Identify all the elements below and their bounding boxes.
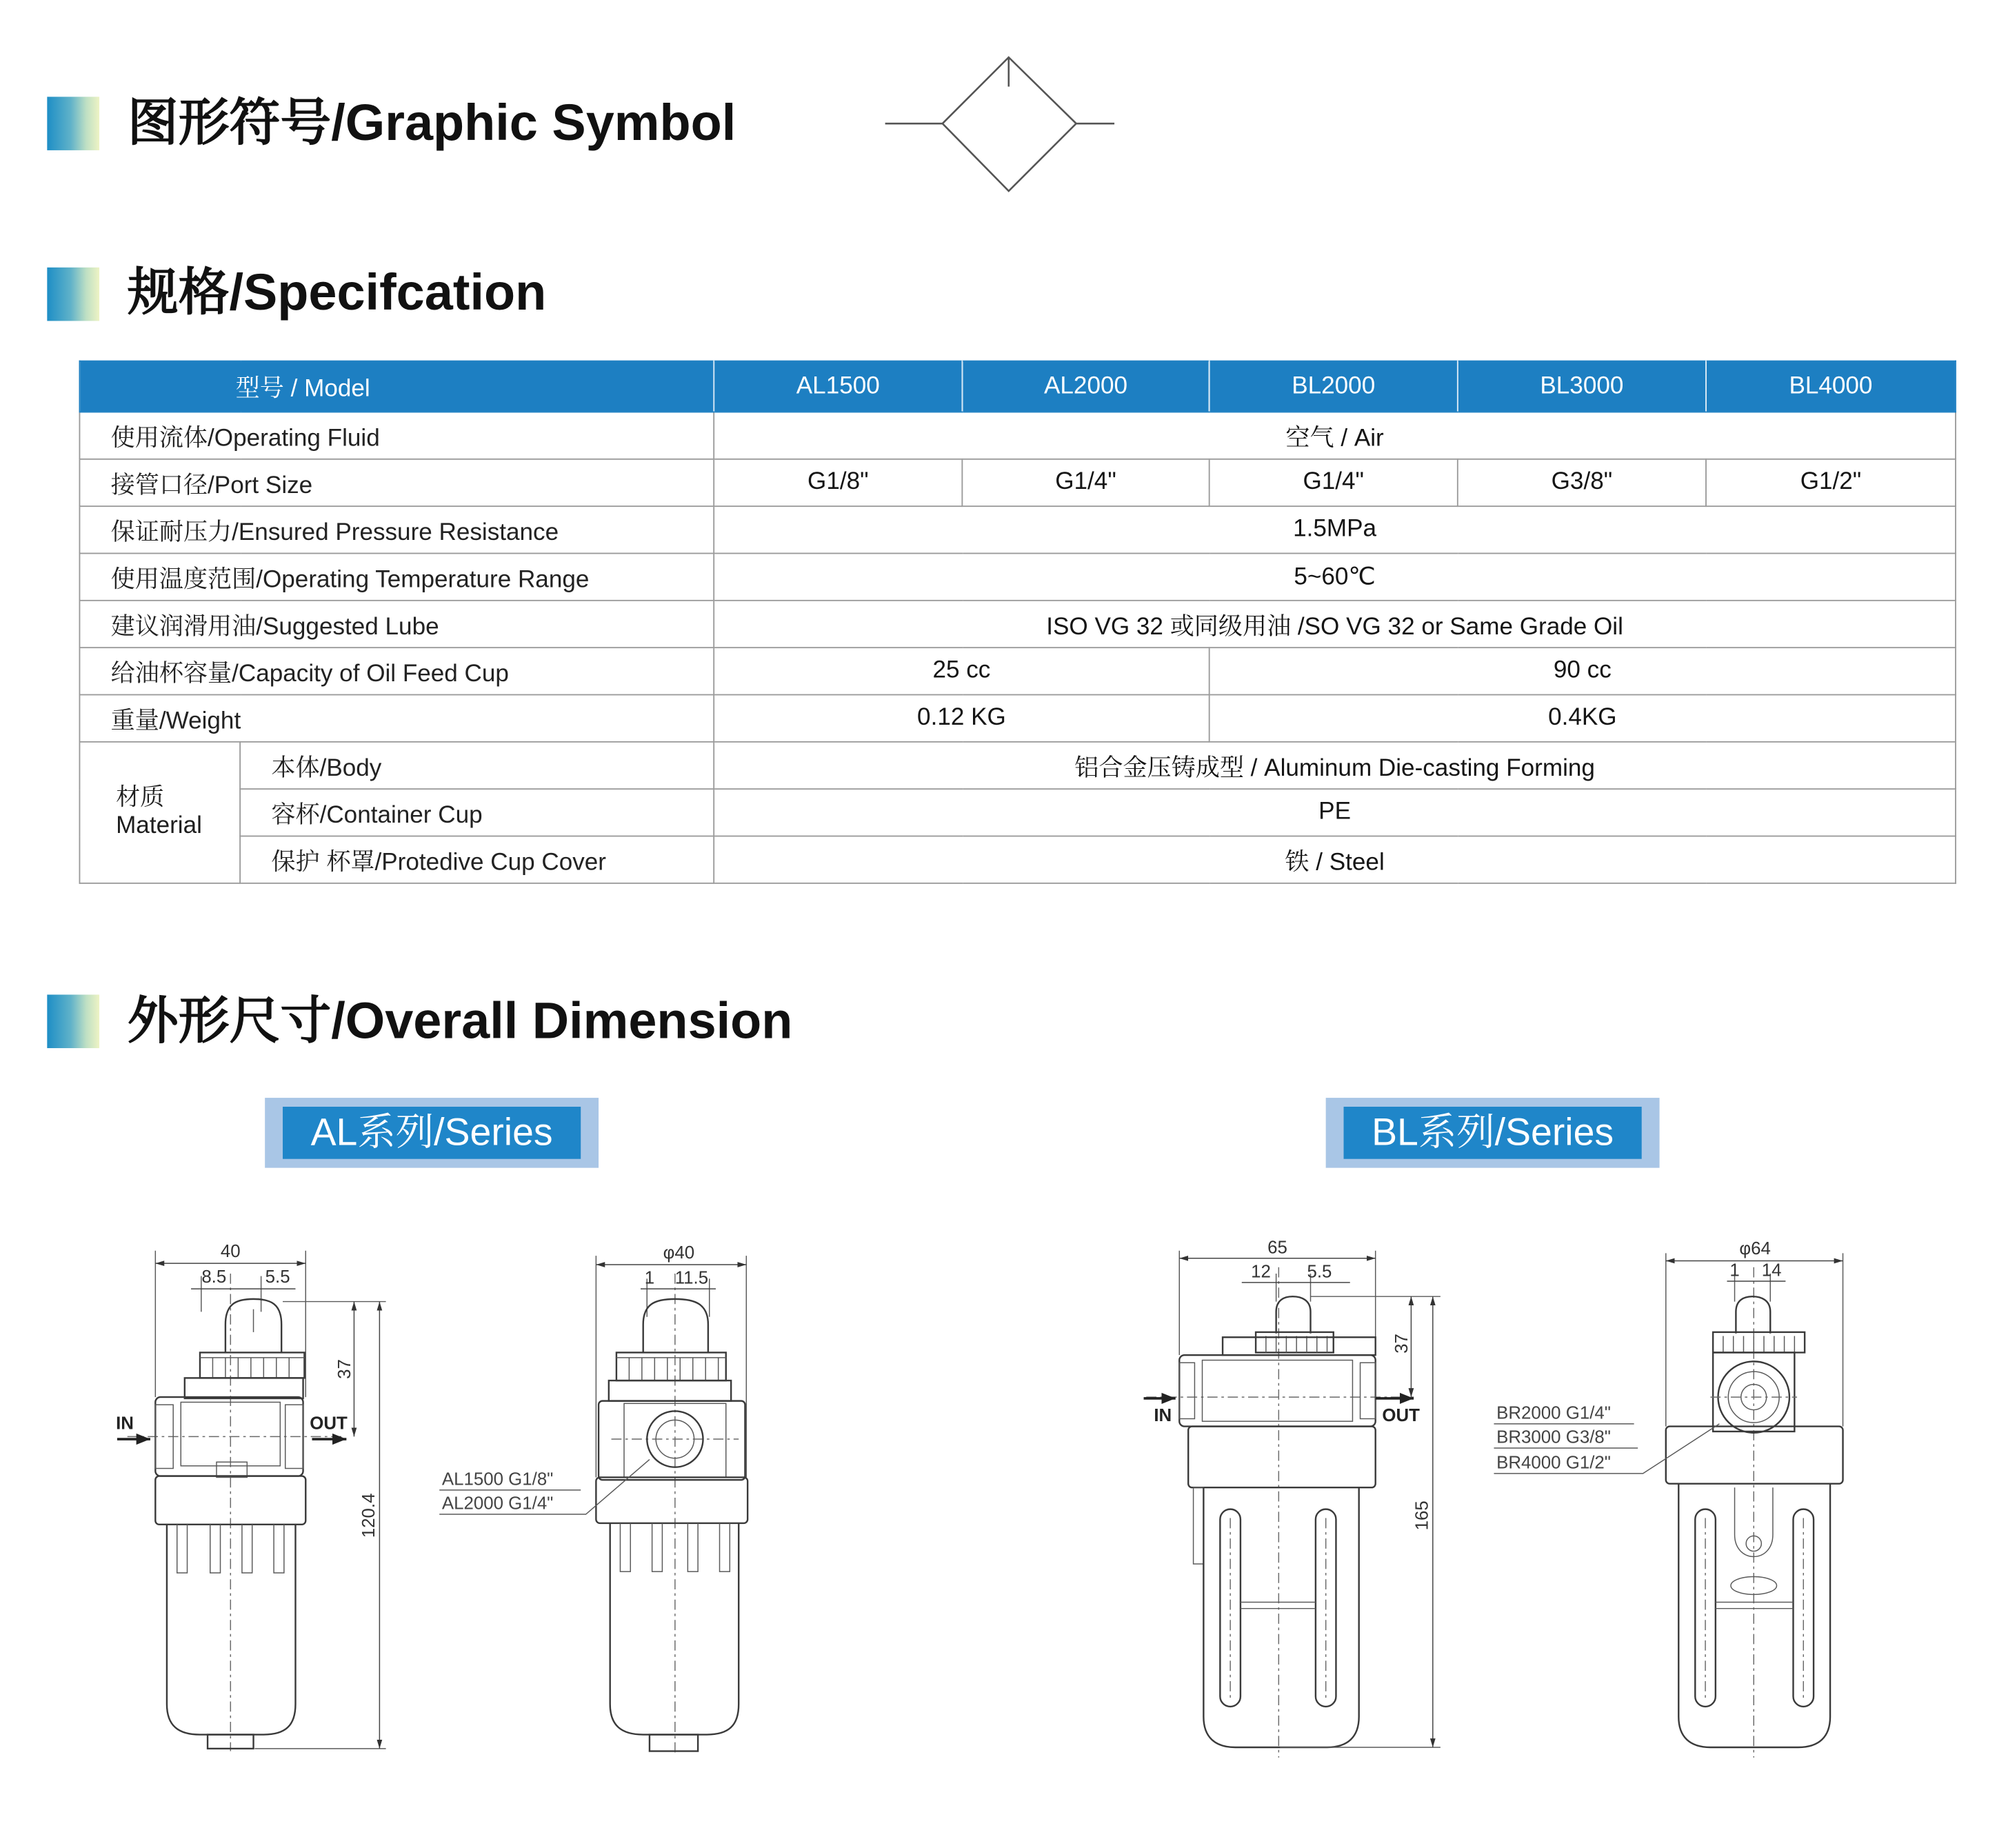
model-header-al2000: AL2000: [962, 361, 1209, 412]
offset-b-label: 5.5: [265, 1267, 290, 1287]
bowl-collar: [596, 1477, 747, 1523]
spec-label: 建议润滑用油/Suggested Lube: [79, 601, 714, 647]
header-row: [79, 361, 1956, 412]
spec-row-pressure-resistance: [79, 506, 1956, 553]
spec-value: 空气 / Air: [714, 412, 1956, 459]
spec-value: 铝合金压铸成型 / Aluminum Die-casting Forming: [714, 742, 1956, 789]
offset-a-label: 12: [1251, 1262, 1271, 1282]
spec-value: 1.5MPa: [714, 506, 1956, 553]
spec-row-weight: [79, 695, 1956, 742]
spec-row-port-size: [79, 459, 1956, 506]
material-group-label: [79, 742, 240, 883]
spec-value: G3/8": [1458, 459, 1706, 506]
bowl-collar: [1666, 1427, 1843, 1484]
al-side-view: [439, 1243, 747, 1755]
bowl-guard-band: [1716, 1602, 1794, 1608]
spec-label: 容杯/Container Cup: [240, 789, 714, 836]
section-title-specification: 规格/Specifcation: [127, 265, 547, 321]
knurl-ribs: [200, 1358, 304, 1378]
knurled-ring: [1713, 1332, 1805, 1353]
spec-value: G1/4": [962, 459, 1209, 506]
spec-row-material-cup-cover: [79, 836, 1956, 883]
section-title-overall-dimension: 外形尺寸/Overall Dimension: [127, 993, 793, 1049]
material-label-cn: 材质: [116, 784, 165, 812]
spec-value: 5~60℃: [714, 553, 1956, 600]
oil-fill-cap: [1276, 1296, 1311, 1334]
body-block: [599, 1401, 745, 1480]
spec-value: ISO VG 32 或同级用油 /SO VG 32 or Same Grade Oil: [714, 601, 1956, 647]
inlet-port-face: [1179, 1363, 1194, 1418]
bl-front-view: [1144, 1238, 1441, 1757]
bl-series-label: BL系列/Series: [1344, 1107, 1642, 1159]
diameter-label: φ64: [1739, 1239, 1771, 1259]
inlet-label: IN: [1154, 1406, 1172, 1426]
cap-to-port-label: 37: [334, 1359, 354, 1379]
knurl-ribs: [1266, 1336, 1327, 1352]
bowl-lock-tab: [1194, 1487, 1204, 1564]
spec-row-suggested-lube: [79, 601, 1956, 647]
spec-table-header: [79, 361, 1956, 412]
spec-value: G1/8": [714, 459, 962, 506]
offset-b-label: 5.5: [1307, 1262, 1332, 1282]
span-dimension-label: 65: [1267, 1238, 1287, 1258]
offset-b-label: 11.5: [674, 1268, 709, 1288]
bowl-guard-band: [1241, 1602, 1316, 1608]
outlet-port-face: [1361, 1363, 1376, 1418]
diameter-label: φ40: [663, 1243, 695, 1263]
oil-bowl: [167, 1525, 296, 1735]
spec-table: [79, 361, 1956, 884]
cap-to-port-label: 37: [1392, 1334, 1412, 1354]
model-header-al1500: AL1500: [714, 361, 962, 412]
spec-row-oil-cup-capacity: [79, 647, 1956, 694]
spec-value: 铁 / Steel: [714, 836, 1956, 883]
spec-row-temperature-range: [79, 553, 1956, 600]
model-header-bl4000: BL4000: [1706, 361, 1956, 412]
slot-centerlines: [1705, 1518, 1803, 1698]
port-callout-line: BR2000 G1/4": [1496, 1403, 1611, 1423]
bl-series-badge: [1326, 1098, 1660, 1168]
oil-bowl: [1678, 1484, 1830, 1747]
spec-label: 本体/Body: [240, 742, 714, 789]
span-dimension-label: 40: [220, 1241, 241, 1261]
cap-seat-ring: [185, 1378, 303, 1398]
outlet-label: OUT: [310, 1414, 348, 1434]
spec-row-material-body: [79, 742, 1956, 789]
bowl-collar: [1188, 1427, 1376, 1488]
bl-side-view: [1494, 1239, 1843, 1758]
offset-a-label: 1: [644, 1268, 655, 1288]
port-callout-line: BR3000 G3/8": [1496, 1427, 1611, 1447]
spec-value: 90 cc: [1210, 647, 1956, 694]
knurled-ring: [1256, 1332, 1334, 1353]
spec-label: 重量/Weight: [79, 695, 714, 742]
spec-row-material-container-cup: [79, 789, 1956, 836]
port-housing: [1203, 1360, 1353, 1422]
section-title-graphic-symbol: 图形符号/Graphic Symbol: [127, 95, 736, 152]
section-marker: [47, 994, 99, 1048]
spec-value: G1/4": [1210, 459, 1458, 506]
al-series-badge: [265, 1098, 599, 1168]
model-header-bl2000: BL2000: [1210, 361, 1458, 412]
port-callout-line: AL1500 G1/8": [441, 1469, 554, 1489]
offset-a-label: 1: [1729, 1261, 1740, 1280]
inlet-label: IN: [116, 1414, 134, 1434]
spec-label: 保护 杯罩/Protedive Cup Cover: [240, 836, 714, 883]
knurl-ribs: [616, 1358, 726, 1380]
spec-value: 0.12 KG: [714, 695, 1209, 742]
spec-value: 0.4KG: [1210, 695, 1956, 742]
offset-extension-lines: [1276, 1274, 1311, 1302]
overall-height-label: 165: [1412, 1500, 1432, 1531]
material-label-en: Material: [116, 812, 202, 840]
al-front-view: [116, 1242, 386, 1751]
spec-label: 使用温度范围/Operating Temperature Range: [79, 553, 714, 600]
section-marker: [47, 268, 99, 321]
al-series-label: AL系列/Series: [283, 1107, 581, 1159]
spec-label: 接管口径/Port Size: [79, 459, 714, 506]
lubricator-graphic-symbol: [885, 57, 1114, 191]
port-callout-line: BR4000 G1/2": [1496, 1453, 1611, 1473]
spec-label: 保证耐压力/Ensured Pressure Resistance: [79, 506, 714, 553]
cap-seat-ring: [609, 1380, 731, 1401]
spec-table-body: [79, 412, 1956, 883]
extension-lines: [1666, 1253, 1843, 1426]
offset-b-label: 14: [1761, 1261, 1782, 1280]
body-stem: [217, 1462, 247, 1477]
oil-fill-cap: [1736, 1296, 1770, 1334]
model-header-bl3000: BL3000: [1458, 361, 1706, 412]
spec-value: G1/2": [1706, 459, 1956, 506]
overall-height-label: 120.4: [359, 1493, 379, 1538]
drain-plug: [650, 1735, 698, 1751]
spec-value: 25 cc: [714, 647, 1209, 694]
spec-value: PE: [714, 789, 1956, 836]
oil-fill-cap: [643, 1299, 708, 1353]
slot-centerlines: [1230, 1518, 1326, 1698]
body-block: [1179, 1355, 1375, 1426]
spec-label: 使用流体/Operating Fluid: [79, 412, 714, 459]
spec-label: 给油杯容量/Capacity of Oil Feed Cup: [79, 647, 714, 694]
port-callout-line: AL2000 G1/4": [441, 1494, 554, 1514]
knurled-ring: [616, 1352, 726, 1380]
spec-row-operating-fluid: [79, 412, 1956, 459]
section-marker: [47, 97, 99, 150]
outlet-label: OUT: [1382, 1406, 1420, 1426]
model-column-header: 型号 / Model: [79, 361, 714, 412]
offset-a-label: 8.5: [201, 1267, 227, 1287]
knurl-ribs: [1723, 1336, 1794, 1352]
